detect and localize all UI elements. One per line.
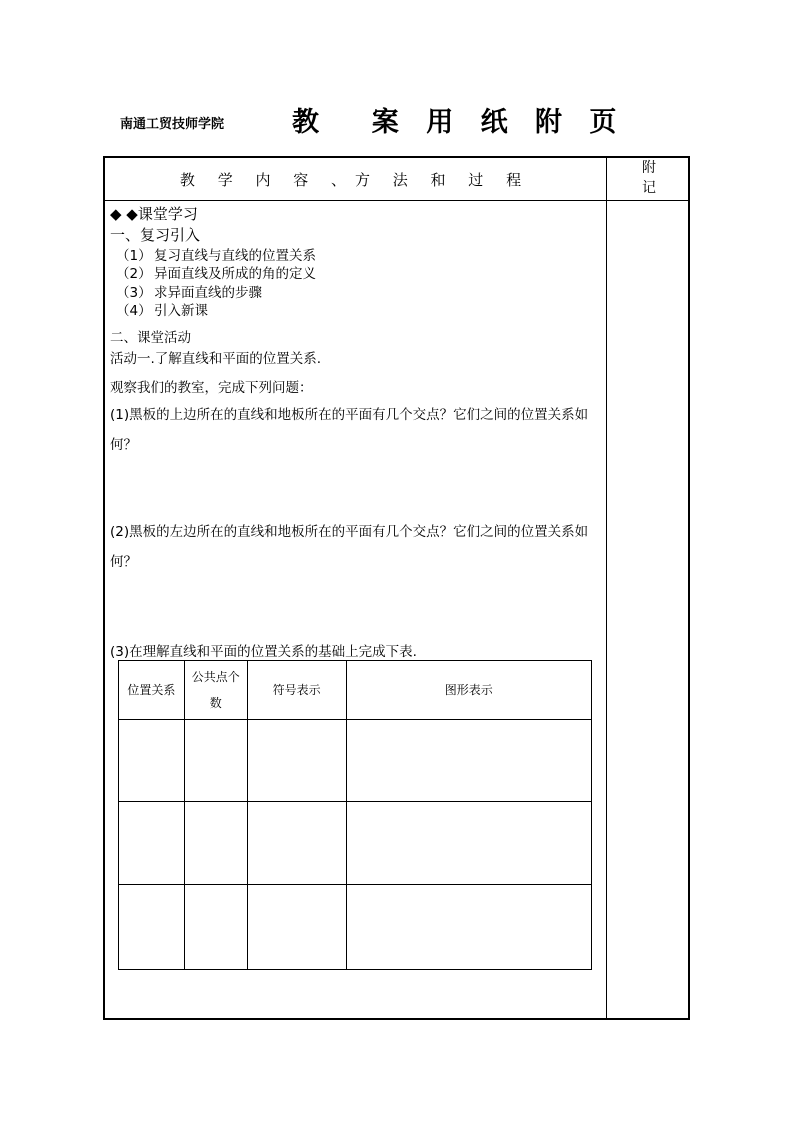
table-cell[interactable] <box>184 802 247 885</box>
section-heading: ◆ ◆课堂学习 <box>110 205 198 223</box>
table-header-row <box>119 661 592 720</box>
table-cell[interactable] <box>247 720 346 802</box>
school-name: 南通工贸技师学院 <box>120 117 225 132</box>
table-cell[interactable] <box>346 720 591 802</box>
review-item-number: （3） <box>116 285 152 301</box>
table-cell[interactable] <box>247 885 346 970</box>
review-item-number: （2） <box>116 266 152 282</box>
part1-heading: 一、复习引入 <box>110 226 201 244</box>
review-item <box>116 299 208 319</box>
table-cell[interactable] <box>184 720 247 802</box>
review-item-number: （4） <box>116 303 152 319</box>
table-row <box>119 720 592 802</box>
activity-title: 活动一.了解直线和平面的位置关系. <box>110 351 322 367</box>
table-header-cell: 公共点个数 <box>184 661 247 720</box>
table-header-cell: 图形表示 <box>346 661 591 720</box>
notes-header-line2: 记 <box>642 180 656 196</box>
review-item <box>116 262 316 282</box>
header-divider <box>103 200 690 201</box>
review-item-text: 引入新课 <box>154 303 208 319</box>
table-cell[interactable] <box>346 885 591 970</box>
part2-heading: 二、课堂活动 <box>110 330 191 346</box>
table-cell[interactable] <box>247 802 346 885</box>
table-header-cell: 符号表示 <box>247 661 346 720</box>
review-item <box>116 281 262 301</box>
table-row <box>119 802 592 885</box>
table-cell[interactable] <box>184 885 247 970</box>
question-3: (3)在理解直线和平面的位置关系的基础上完成下表. <box>110 644 417 660</box>
review-item-text: 求异面直线的步骤 <box>154 285 262 301</box>
review-item-number: （1） <box>116 248 152 264</box>
notes-header-line1: 附 <box>642 160 656 176</box>
review-item-text: 异面直线及所成的角的定义 <box>154 266 316 282</box>
column-divider <box>606 156 607 1020</box>
notes-column-header <box>608 158 690 200</box>
table-row <box>119 885 592 970</box>
review-item <box>116 244 316 264</box>
observe-prompt: 观察我们的教室，完成下列问题： <box>110 380 313 396</box>
table-cell[interactable] <box>119 720 185 802</box>
table-header-cell: 位置关系 <box>119 661 185 720</box>
table-cell[interactable] <box>346 802 591 885</box>
line-plane-relation-table <box>118 660 592 970</box>
review-item-text: 复习直线与直线的位置关系 <box>154 248 316 264</box>
document-title: 教 案 用 纸 附 页 <box>292 107 619 138</box>
table-cell[interactable] <box>119 885 185 970</box>
main-column-header: 教 学 内 容 、方 法 和 过 程 <box>179 170 531 189</box>
question-2: (2)黑板的左边所在的直线和地板所在的平面有几个交点？它们之间的位置关系如何？ <box>110 524 589 570</box>
table-cell[interactable] <box>119 802 185 885</box>
question-1: (1)黑板的上边所在的直线和地板所在的平面有几个交点？它们之间的位置关系如何？ <box>110 407 589 453</box>
